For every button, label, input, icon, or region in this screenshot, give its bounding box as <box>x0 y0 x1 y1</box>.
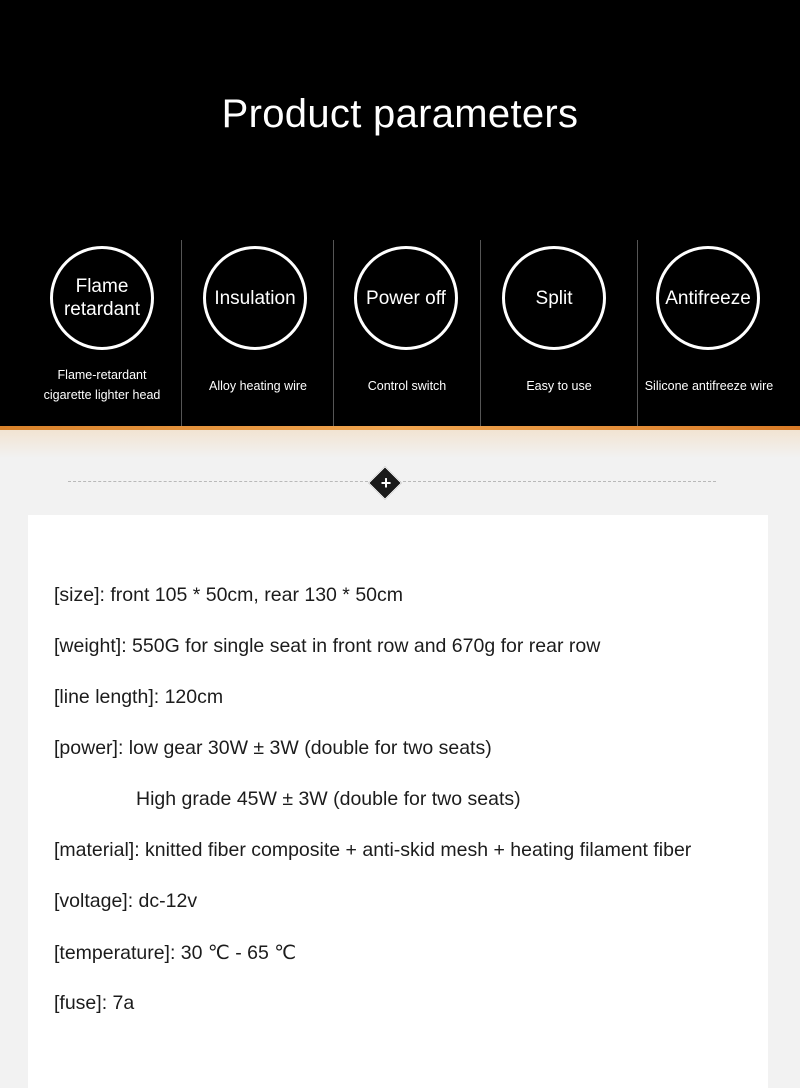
accent-glow <box>0 430 800 458</box>
feature-circle-antifreeze <box>656 246 760 350</box>
feature-caption <box>638 376 780 396</box>
feature-caption-line: Control switch <box>367 379 447 393</box>
page-title: Product parameters <box>221 92 579 136</box>
spec-power-high: High grade 45W ± 3W (double for two seats) <box>136 788 521 810</box>
feature-divider <box>637 240 638 426</box>
feature-caption-line: Easy to use <box>526 379 592 393</box>
feature-divider <box>333 240 334 426</box>
feature-caption-line: Silicone antifreeze wire <box>644 379 774 393</box>
plus-icon: + <box>380 473 392 493</box>
feature-circle-insulation <box>203 246 307 350</box>
feature-circle-flame-retardant <box>50 246 154 350</box>
spec-weight: [weight]: 550G for single seat in front row and 670g for rear row <box>54 635 601 657</box>
feature-divider <box>480 240 481 426</box>
feature-caption <box>182 376 334 396</box>
header-banner <box>0 0 800 428</box>
dashed-separator-right <box>398 481 716 482</box>
dashed-separator-left <box>68 481 368 482</box>
feature-caption <box>22 365 182 405</box>
feature-caption-line: Alloy heating wire <box>209 379 307 393</box>
feature-caption-line: Flame-retardant <box>57 368 147 382</box>
feature-circle-split <box>502 246 606 350</box>
spec-material: [material]: knitted fiber composite + anti-skid mesh + heating filament fiber <box>54 839 692 861</box>
feature-circle-label: Split <box>535 287 573 309</box>
feature-caption-line: cigarette lighter head <box>43 388 161 402</box>
spec-line-length: [line length]: 120cm <box>54 686 224 708</box>
spec-fuse: [fuse]: 7a <box>54 992 135 1014</box>
feature-divider <box>181 240 182 426</box>
spec-power-low: [power]: low gear 30W ± 3W (double for two seats) <box>54 737 492 759</box>
spec-size: [size]: front 105 * 50cm, rear 130 * 50cm <box>54 584 404 606</box>
feature-circle-label: retardant <box>63 299 141 320</box>
feature-circle-label: Insulation <box>214 287 296 309</box>
spec-temperature: [temperature]: 30 ℃ - 65 ℃ <box>54 942 297 964</box>
feature-circle-power-off <box>354 246 458 350</box>
spec-voltage: [voltage]: dc-12v <box>54 890 198 912</box>
feature-circle-label: Antifreeze <box>665 287 751 309</box>
feature-caption <box>481 376 637 396</box>
feature-circle-label: Flame <box>75 276 129 297</box>
feature-circle-label: Power off <box>366 287 446 309</box>
feature-caption <box>334 376 480 396</box>
